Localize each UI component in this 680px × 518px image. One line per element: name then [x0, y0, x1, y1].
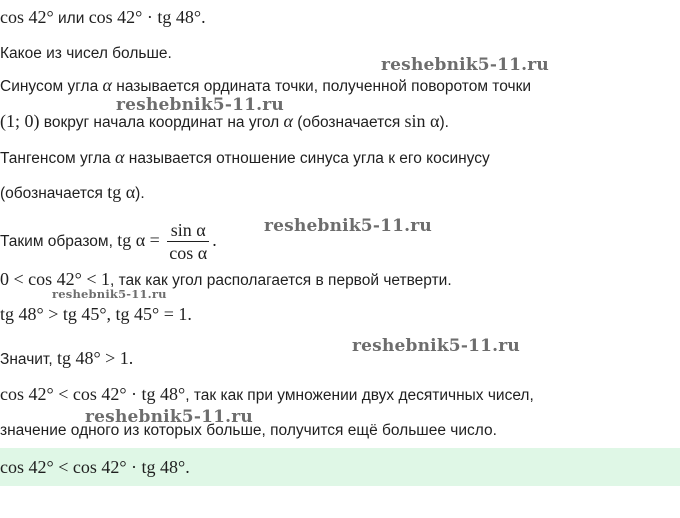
text: называется отношение синуса угла к его косинусу: [124, 150, 490, 167]
line-5: [0, 145, 490, 171]
math-expr: cos 42°: [0, 7, 54, 27]
math-expr: tg α =: [117, 230, 165, 250]
text: , так как угол располагается в первой четверти.: [110, 272, 452, 289]
text: или: [53, 10, 89, 27]
text: ).: [135, 185, 145, 202]
fraction-denominator: cos α: [169, 243, 208, 264]
math-expr: 0 < cos 42° < 1: [0, 269, 110, 289]
math-expr: tg α: [107, 182, 136, 202]
line-1: [0, 5, 206, 31]
math-expr: tg 48° > tg 45°, tg 45° = 1.: [0, 304, 192, 324]
text: ).: [439, 114, 449, 131]
text: Значит,: [0, 351, 57, 368]
watermark: reshebnik5-11.ru: [116, 95, 284, 115]
line-7: [0, 216, 217, 266]
line-10: [0, 346, 133, 372]
text: Тангенсом угла: [0, 150, 115, 167]
text: значение одного из которых больше, получится ещё большее число.: [0, 422, 497, 439]
math-expr: tg 48° > 1.: [56, 348, 134, 368]
text: называется ордината точки, полученной поворотом точки: [111, 78, 532, 95]
math-alpha: α: [115, 147, 125, 167]
math-alpha: α: [283, 111, 293, 131]
math-alpha: α: [102, 75, 112, 95]
watermark: reshebnik5-11.ru: [352, 336, 520, 356]
watermark: reshebnik5-11.ru: [85, 407, 253, 427]
text: Синусом угла: [0, 78, 103, 95]
text: (обозначается: [0, 185, 108, 202]
math-expr: sin α: [404, 111, 440, 131]
fraction-numerator: sin α: [170, 220, 206, 241]
line-2: [0, 42, 172, 66]
text: .: [201, 7, 206, 27]
line-11: [0, 382, 534, 408]
line-6: [0, 180, 145, 206]
fraction: [167, 219, 209, 264]
text: , так как при умножении двух десятичных чисел,: [185, 387, 534, 404]
watermark: reshebnik5-11.ru: [381, 55, 549, 75]
answer-line: [0, 455, 190, 481]
math-expr: cos 42° · tg 48°: [88, 7, 202, 27]
text: (обозначается: [292, 114, 405, 131]
watermark: reshebnik5-11.ru: [264, 216, 432, 236]
math-expr: cos 42° < cos 42° · tg 48°: [0, 384, 186, 404]
line-9: [0, 302, 192, 328]
text: .: [212, 230, 217, 250]
text: вокруг начала координат на угол: [39, 114, 284, 131]
math-expr: cos 42° < cos 42° · tg 48°.: [0, 457, 190, 477]
math-expr: (1; 0): [0, 111, 40, 131]
watermark: reshebnik5-11.ru: [52, 287, 167, 301]
text: Какое из чисел больше.: [0, 45, 172, 62]
text: Таким образом,: [0, 233, 118, 250]
